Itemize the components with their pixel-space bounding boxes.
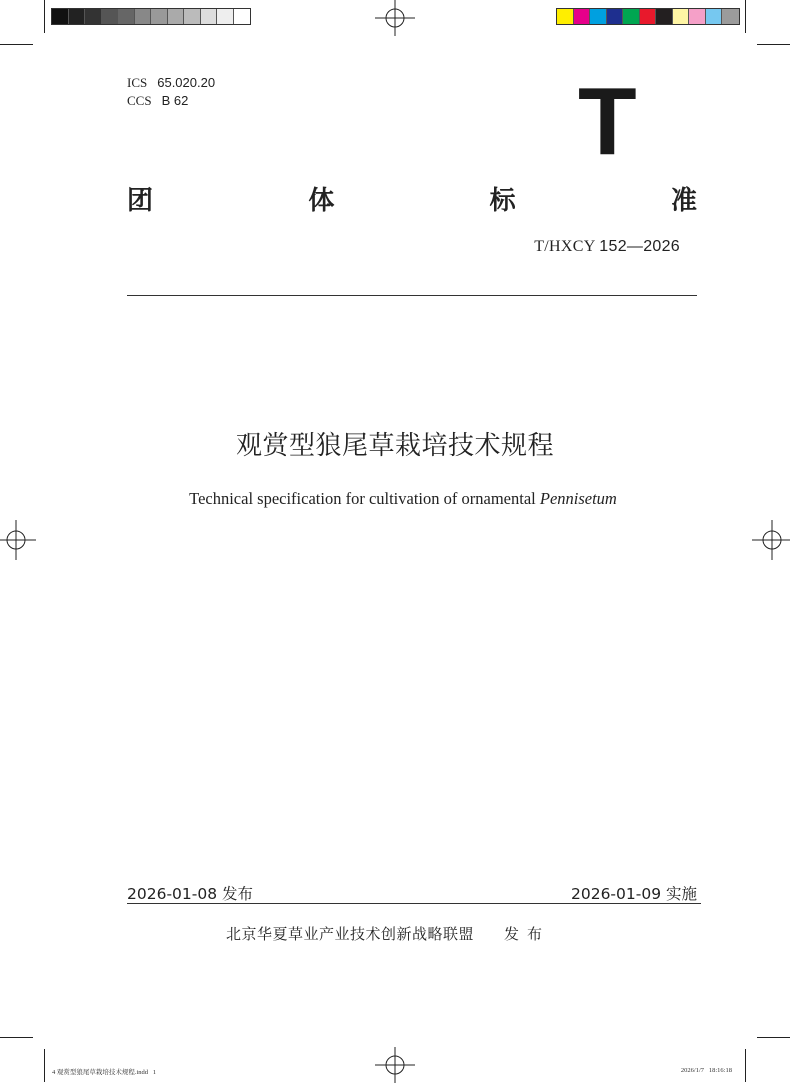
color-swatch	[557, 9, 574, 24]
gray-swatch	[201, 9, 218, 24]
gray-swatch	[52, 9, 69, 24]
registration-mark-top	[375, 0, 415, 38]
crop-mark	[745, 0, 746, 33]
color-swatch	[706, 9, 723, 24]
crop-mark	[44, 0, 45, 33]
implement-date: 2026-01-09 实施	[570, 885, 697, 903]
category-char: 体	[308, 186, 335, 216]
color-swatch	[673, 9, 690, 24]
chinese-title: 观赏型狼尾草栽培技术规程	[235, 431, 554, 461]
publisher-name: 北京华夏草业产业技术创新战略联盟	[226, 925, 475, 943]
publisher	[226, 923, 550, 944]
gray-swatch	[217, 9, 234, 24]
gray-swatch	[168, 9, 185, 24]
crop-mark	[757, 44, 790, 45]
color-swatch-strip	[556, 8, 740, 25]
category-char: 标	[489, 186, 516, 216]
english-title-text: Technical specification for cultivation of ornamental	[189, 489, 540, 508]
color-swatch	[607, 9, 624, 24]
release-date: 2026-01-08 发布	[127, 885, 254, 903]
crop-mark	[745, 1049, 746, 1082]
color-swatch	[640, 9, 657, 24]
publisher-verb: 发布	[504, 925, 551, 943]
slug-left: 4 观赏型狼尾草栽培技术规程.indd 1	[52, 1069, 157, 1076]
slug-right: 2026/1/7 18:16:18	[680, 1067, 732, 1074]
crop-mark	[757, 1037, 790, 1038]
code-number: 152—2026	[599, 238, 680, 255]
category-char: 准	[670, 186, 697, 216]
gray-swatch	[85, 9, 102, 24]
crop-mark	[0, 44, 33, 45]
ics-label: ICS	[127, 75, 148, 90]
category-char: 团	[127, 186, 154, 216]
color-swatch	[623, 9, 640, 24]
standard-category	[127, 180, 697, 217]
color-swatch	[656, 9, 673, 24]
ics-line	[127, 75, 215, 91]
header-divider	[127, 295, 697, 296]
color-swatch	[574, 9, 591, 24]
gray-swatch	[151, 9, 168, 24]
registration-mark-bottom	[375, 1045, 415, 1085]
standard-code	[534, 238, 680, 256]
ccs-value: B 62	[161, 93, 189, 108]
ccs-label: CCS	[127, 93, 152, 108]
gray-swatch	[118, 9, 135, 24]
color-swatch	[689, 9, 706, 24]
registration-mark-left	[0, 520, 36, 560]
color-swatch	[722, 9, 739, 24]
registration-mark-right	[752, 520, 790, 560]
standard-type-letter: T	[578, 68, 637, 175]
crop-mark	[44, 1049, 45, 1082]
gray-swatch	[69, 9, 86, 24]
gray-swatch-strip	[51, 8, 251, 25]
gray-swatch	[184, 9, 201, 24]
ccs-line	[127, 93, 188, 109]
footer-divider	[127, 903, 701, 904]
english-title-italic: Pennisetum	[539, 489, 617, 508]
code-prefix: T/HXCY	[534, 238, 600, 255]
gray-swatch	[234, 9, 251, 24]
gray-swatch	[102, 9, 119, 24]
ics-value: 65.020.20	[157, 75, 216, 90]
crop-mark	[0, 1037, 33, 1038]
gray-swatch	[135, 9, 152, 24]
english-title	[0, 489, 790, 509]
color-swatch	[590, 9, 607, 24]
